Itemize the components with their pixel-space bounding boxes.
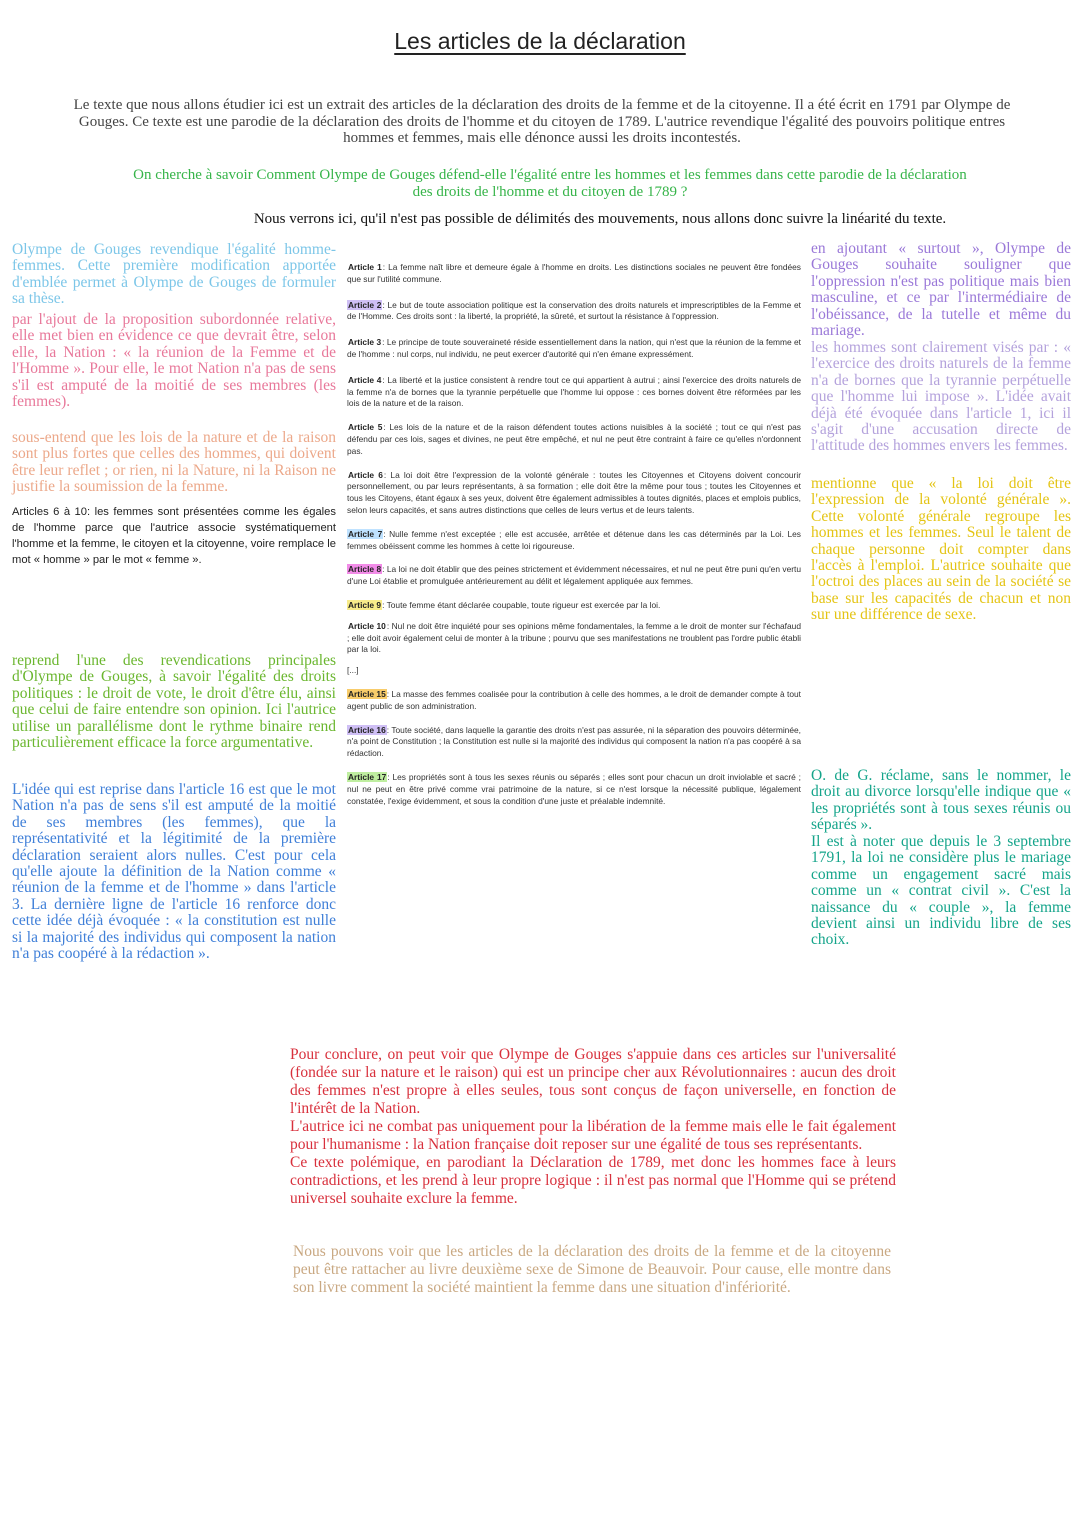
- right-note-mariage: Il est à noter que depuis le 3 septembre 1791, la loi ne considère plus le mariage comme un engagement sacré mais comme un « contrat civil ». C'est la naissance du « couple », la femme devient ainsi un individu libre de ses choix.: [811, 833, 1071, 949]
- article-text: La loi ne doit établir que des peines strictement et évidemment nécessaires, et nul ne peut être puni qu'en vertu d'une Loi établie et promulguée antérieurement au délit et légalement appliquée aux femmes.: [347, 564, 801, 587]
- conclusion-paragraph: L'autrice ici ne combat pas uniquement pour la libération de la femme mais elle le fait également pour l'humanisme : la Nation française doit reposer sur une égalité de tous ses représentants.: [290, 1118, 896, 1153]
- article-6: Article 6: La loi doit être l'expression de la volonté générale : toutes les Citoyennes et Citoyens doivent concourir personnellement, ou par leurs représentants, à sa formation ; elle doit être la même pour tous ; toutes les Citoyennes et tous les Citoyens, étant égaux à ses yeux, doivent être également admissibles à toutes dignités, places et emplois publics, selon leurs capacités, et sans autres distinctions que celles de leurs vertus et de leurs talents.: [347, 469, 801, 515]
- introduction: Le texte que nous allons étudier ici est un extrait des articles de la déclaration des droits de la femme et de la citoyenne. Il a été écrit en 1791 par Olympe de Gouges. Ce texte est une parodie de la déclaration des droits de l'homme et du citoyen de 1789. L'autrice revendique l'égalité des pouvoirs politique entres hommes et femmes, mais elle dénonce aussi les droits incontestés.: [73, 97, 1011, 146]
- article-8: Article 8: La loi ne doit établir que des peines strictement et évidemment nécessaires, et nul ne peut être puni qu'en vertu d'une Loi établie et promulguée antérieurement au délit et légalement appliquée aux femmes.: [347, 564, 801, 587]
- article-text: Le principe de toute souveraineté réside essentiellement dans la nation, qui n'est que la réunion de la femme et de l'homme : nul corps, nul individu, ne peut exercer d'autorité qui n'en émane expressément.: [347, 337, 801, 359]
- article-text: La masse des femmes coalisée pour la contribution à celle des hommes, a le droit de demander compte à tout agent public de son administration.: [347, 688, 802, 711]
- conclusion-paragraph: Ce texte polémique, en parodiant la Déclaration de 1789, met donc les hommes face à leurs contradictions, et les prend à leur propre logique : il n'est pas normal que l'Homme qui se prétend universel souhaite exclure la femme.: [290, 1154, 896, 1207]
- article-label: Article 17: [348, 771, 387, 782]
- article-label: Article 1: [348, 262, 382, 272]
- article-text: [...]: [347, 665, 359, 676]
- right-note-article-2: en ajoutant « surtout », Olympe de Gouges souhaite souligner que l'oppression n'est pas politique mais bien masculine, et ce par l'intermédiaire de l'obéissance, de la tutelle et même du mariage.: [811, 240, 1071, 340]
- article-label: Article 9: [348, 599, 382, 610]
- article-label: Article 3: [348, 337, 382, 348]
- left-note-article-16: L'idée qui est reprise dans l'article 16 est que le mot Nation n'a pas de sens s'il est amputé de la moitié de ses membres (les femmes), que la représentativité et la légitimité de la première déclaration seraient alors nulles. C'est pour cela qu'elle ajoute la définition de la Nation comme « réunion de la femme et de l'homme » dans l'article 3. La dernière ligne de l'article 16 renforce donc cette idée déjà évoquée : « la constitution est nulle si la majorité des individus qui composent la nation n'a pas coopéré à la rédaction ».: [12, 781, 336, 963]
- left-note-article-1: Olympe de Gouges revendique l'égalité homme-femmes. Cette première modification apportée d'emblée permet à Olympe de Gouges de formuler sa thèse.: [12, 241, 336, 308]
- article-text: Les propriétés sont à tous les sexes réunis ou séparés ; elles sont pour chacun un droit inviolable et sacré ; nul ne peut en être privé comme vrai patrimoine de la nature, si ce n'est lorsque la nécessité publique, légalement constatée, l'exige évidemment, et sous la condition d'une juste et préalable indemnité.: [347, 771, 801, 806]
- left-note-articles-6-10: Articles 6 à 10: les femmes sont présentées comme les égales de l'homme parce que l'autrice associe systématiquement l'homme et la femme, le citoyen et la citoyenne, voire remplace le mot « homme » par le mot « femme ».: [12, 506, 336, 566]
- article-label: Article 5: [348, 422, 383, 433]
- article-label: Article 10: [348, 620, 386, 631]
- article-label: Article 2: [348, 299, 382, 310]
- conclusion-paragraph: Pour conclure, on peut voir que Olympe de Gouges s'appuie dans ces articles sur l'universalité (fondée sur la nature et le raison) qui est un principe cher aux Révolutionnaires : aucun des droit des femmes n'est propre à elles seules, tous sont conçus de façon universelle, en fonction de l'intérêt de la Nation.: [290, 1046, 896, 1117]
- page-title: Les articles de la déclaration: [394, 28, 686, 54]
- article-label: Article 8: [348, 564, 382, 575]
- left-note-article-5: sous-entend que les lois de la nature et de la raison sont plus fortes que celles des hommes, qui doivent être leur reflet ; or rien, ni la Nature, ni la Raison ne justifie la soumission de la femme.: [12, 429, 336, 496]
- article-label: Article 6: [348, 469, 383, 480]
- ellipsis: [347, 665, 801, 677]
- conclusion: [290, 1046, 896, 1208]
- article-label: Article 15: [348, 688, 386, 699]
- article-15: Article 15: La masse des femmes coalisée pour la contribution à celle des hommes, a le droit de demander compte à tout agent public de son administration.: [347, 688, 802, 711]
- article-2: Article 2: Le but de toute association politique est la conservation des droits naturels et imprescriptibles de la Femme et de l'Homme. Ces droits sont : la liberté, la propriété, la sûreté, et surtout la résistance à l'oppression.: [347, 299, 801, 322]
- article-text: La femme naît libre et demeure égale à l'homme en droits. Les distinctions sociales ne peuvent être fondées que sur l'utilité commune.: [347, 262, 801, 284]
- right-note-article-17: O. de G. réclame, sans le nommer, le droit au divorce lorsqu'elle indique que « les propriétés sont à tous sexes réunis ou séparés ».: [811, 767, 1071, 834]
- problematique: On cherche à savoir Comment Olympe de Gouges défend-elle l'égalité entre les hommes et les femmes dans cette parodie de la déclaration des droits de l'homme et du citoyen de 1789 ?: [133, 167, 967, 200]
- article-label: Article 16: [348, 724, 386, 735]
- right-note-article-4: les hommes sont clairement visés par : « l'exercice des droits naturels de la femme n'a de bornes que la tyrannie perpétuelle que l'homme lui impose ». L'idée avait déjà été évoquée dans l'article 1, ici il s'agit d'une accusation directe de l'attitude des hommes envers les femmes.: [811, 339, 1071, 455]
- article-label: Article 7: [348, 528, 383, 539]
- article-text: Les lois de la nature et de la raison défendent toutes actions nuisibles à la société ; tout ce qui n'est pas défendu par ces lois, sages et divines, ne peut être empêché, et nul ne peut être contraint à faire ce qu'elles n'ordonnent pas.: [347, 422, 801, 456]
- right-note-article-6: mentionne que « la loi doit être l'expression de la volonté générale ». Cette volonté générale regroupe les hommes et les femmes. Seul le talent de chaque personne doit compter dans l'accès à l'emploi. L'autrice souhaite que l'octroi des places au sein de la société se base sur les capacités de chacun et non sur une différence de sexe.: [811, 475, 1071, 624]
- article-10: Article 10: Nul ne doit être inquiété pour ses opinions même fondamentales, la femme a le droit de monter sur l'échafaud ; elle doit avoir également celui de monter à la tribune ; pourvu que ses manifestations ne troublent pas l'ordre public établi par la loi.: [347, 620, 801, 655]
- article-text: Toute société, dans laquelle la garantie des droits n'est pas assurée, ni la séparation des pouvoirs déterminée, n'a point de Constitution ; la Constitution est nulle si la majorité des individus qui composent la nation n'a pas coopéré à sa rédaction.: [347, 724, 801, 759]
- article-9: Article 9: Toute femme étant déclarée coupable, toute rigueur est exercée par la loi.: [348, 599, 661, 610]
- article-17: Article 17: Les propriétés sont à tous les sexes réunis ou séparés ; elles sont pour chacun un droit inviolable et sacré ; nul ne peut en être privé comme vrai patrimoine de la nature, si ce n'est lorsque la nécessité publique, légalement constatée, l'exige évidemment, et sous la condition d'une juste et préalable indemnité.: [347, 771, 801, 806]
- article-text: La liberté et la justice consistent à rendre tout ce qui appartient à autrui ; ainsi l'exercice des droits naturels de la femme n'a de bornes que la tyrannie perpétuelle que l'homme lui oppose : ces bornes doivent être réformées par les lois de la nature et de la raison.: [347, 374, 801, 409]
- articles-column: [347, 262, 801, 816]
- article-1: Article 1: La femme naît libre et demeure égale à l'homme en droits. Les distinctions sociales ne peuvent être fondées que sur l'utilité commune.: [347, 262, 801, 284]
- article-text: Nulle femme n'est exceptée ; elle est accusée, arrêtée et détenue dans les cas déterminés par la Loi. Les femmes obéissent comme les hommes à cette loi rigoureuse.: [347, 528, 801, 551]
- left-note-article-3: par l'ajout de la proposition subordonnée relative, elle met bien en évidence ce que devrait être, selon elle, la Nation : « la réunion de la Femme et de l'Homme ». Pour elle, le mot Nation n'a pas de sens s'il est amputé de la moitié de ses membres (les femmes).: [12, 311, 336, 411]
- article-3: Article 3: Le principe de toute souveraineté réside essentiellement dans la nation, qui n'est que la réunion de la femme et de l'homme : nul corps, nul individu, ne peut exercer d'autorité qui n'en émane expressément.: [347, 337, 801, 359]
- article-text: La loi doit être l'expression de la volonté générale : toutes les Citoyennes et Citoyens doivent concourir personnellement, ou par leurs représentants, à sa formation ; elle doit être la même pour tous ; toutes les Citoyennes et tous les Citoyens, étant égaux à ses yeux, doivent être également admissibles à toutes dignités, places et emplois publics, selon leurs capacités, et sans autres distinctions que celles de leurs vertus et de leurs talents.: [347, 469, 801, 515]
- article-text: Nul ne doit être inquiété pour ses opinions même fondamentales, la femme a le droit de monter sur l'échafaud ; elle doit avoir également celui de monter à la tribune ; pourvu que ses manifestations ne troublent pas l'ordre public établi par la loi.: [347, 620, 801, 655]
- ouverture: Nous pouvons voir que les articles de la déclaration des droits de la femme et de la citoyenne peut être rattacher au livre deuxième sexe de Simone de Beauvoir. Pour cause, elle montre dans son livre comment la société maintient la femme dans une situation d'infériorité.: [293, 1243, 891, 1296]
- plan-statement: Nous verrons ici, qu'il n'est pas possible de délimités des mouvements, nous allons donc suivre la linéarité du texte.: [253, 211, 947, 227]
- article-16: Article 16: Toute société, dans laquelle la garantie des droits n'est pas assurée, ni la séparation des pouvoirs déterminée, n'a point de Constitution ; la Constitution est nulle si la majorité des individus qui composent la nation n'a pas coopéré à sa rédaction.: [347, 724, 801, 759]
- article-4: Article 4: La liberté et la justice consistent à rendre tout ce qui appartient à autrui ; ainsi l'exercice des droits naturels de la femme n'a de bornes que la tyrannie perpétuelle que l'homme lui oppose : ces bornes doivent être réformées par les lois de la nature et de la raison.: [347, 374, 801, 409]
- left-note-article-10: reprend l'une des revendications principales d'Olympe de Gouges, à savoir l'égalité des droits politiques : le droit de vote, le droit d'être élu, ainsi que celui de faire entendre son opinion. Ici l'autrice utilise un parallélisme dont le rythme binaire rend particulièrement efficace la force argumentative.: [12, 652, 336, 752]
- article-5: Article 5: Les lois de la nature et de la raison défendent toutes actions nuisibles à la société ; tout ce qui n'est pas défendu par ces lois, sages et divines, ne peut être empêché, et nul ne peut être contraint à faire ce qu'elles n'ordonnent pas.: [347, 422, 801, 456]
- article-label: Article 4: [348, 374, 382, 385]
- article-text: Toute femme étant déclarée coupable, toute rigueur est exercée par la loi.: [386, 599, 661, 610]
- article-7: Article 7: Nulle femme n'est exceptée ; elle est accusée, arrêtée et détenue dans les cas déterminés par la Loi. Les femmes obéissent comme les hommes à cette loi rigoureuse.: [347, 528, 801, 551]
- article-text: Le but de toute association politique est la conservation des droits naturels et imprescriptibles de la Femme et de l'Homme. Ces droits sont : la liberté, la propriété, la sûreté, et surtout la résistance à l'oppression.: [347, 299, 801, 322]
